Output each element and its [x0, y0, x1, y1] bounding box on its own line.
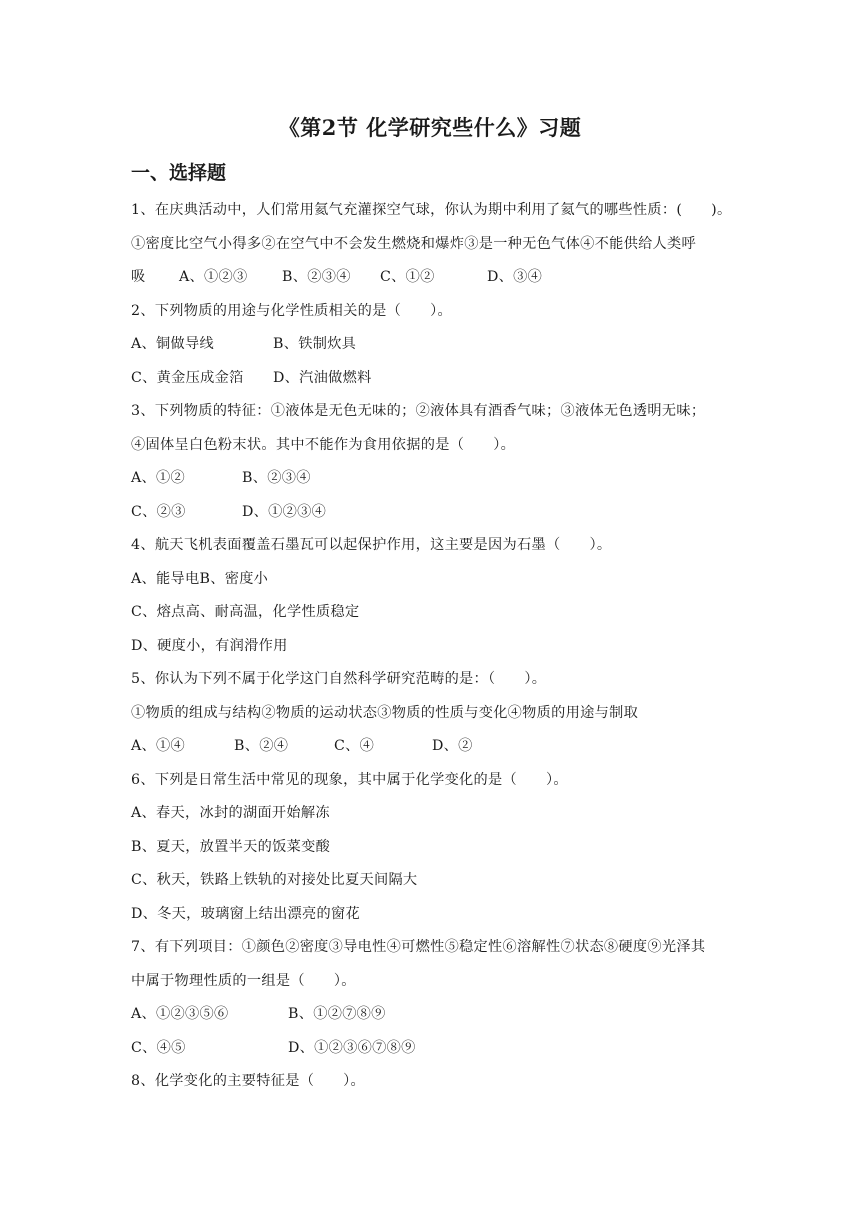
- answer-option: D、②: [432, 738, 473, 754]
- question-line: ①物质的组成与结构②物质的运动状态③物质的性质与变化④物质的用途与制取: [131, 704, 639, 721]
- question-line: 1、在庆典活动中，人们常用氦气充灌探空气球，你认为期中利用了氦气的哪些性质：( )。: [131, 202, 732, 218]
- answer-option: D、汽油做燃料: [273, 369, 372, 386]
- answer-option: B、铁制炊具: [273, 336, 357, 352]
- question-line: 7、有下列项目：①颜色②密度③导电性④可燃性⑤稳定性⑥溶解性⑦状态⑧硬度⑨光泽其: [131, 939, 706, 955]
- section-heading: 一、选择题: [131, 162, 227, 184]
- question-line: 4、航天飞机表面覆盖石墨瓦可以起保护作用，这主要是因为石墨（ ）。: [131, 537, 612, 553]
- question-line: ④固体呈白色粉末状。其中不能作为食用依据的是（ ）。: [131, 436, 516, 453]
- question-line: 2、下列物质的用途与化学性质相关的是（ ）。: [131, 302, 452, 319]
- answer-option: C、①②: [380, 269, 435, 285]
- answer-option: C、④⑤: [131, 1039, 186, 1056]
- question-line: D、硬度小，有润滑作用: [131, 637, 288, 654]
- question-line: A、能导电B、密度小: [131, 570, 269, 587]
- answer-option: B、②③④: [242, 470, 311, 486]
- answer-option: C、黄金压成金箔: [131, 369, 244, 386]
- answer-option: B、②④: [234, 738, 289, 754]
- answer-option: C、②③: [131, 503, 186, 520]
- question-line: 5、你认为下列不属于化学这门自然科学研究范畴的是：（ ）。: [131, 671, 547, 687]
- question-line: D、冬天，玻璃窗上结出漂亮的窗花: [131, 905, 360, 922]
- answer-option: A、铜做导线: [131, 336, 214, 352]
- answer-option: A、①④: [131, 738, 186, 754]
- answer-option: A、①②③: [179, 269, 248, 285]
- answer-option: D、①②③④: [242, 503, 327, 520]
- question-line: C、秋天，铁路上铁轨的对接处比夏天间隔大: [131, 872, 418, 888]
- question-line: C、熔点高、耐高温，化学性质稳定: [131, 604, 360, 620]
- question-line: 中属于物理性质的一组是（ ）。: [131, 972, 356, 989]
- answer-option: A、①②③⑤⑥: [131, 1006, 229, 1022]
- question-line: 8、化学变化的主要特征是（ ）。: [131, 1073, 366, 1089]
- question-line: A、春天，冰封的湖面开始解冻: [131, 805, 330, 821]
- question-line: B、夏天，放置半天的饭菜变酸: [131, 838, 331, 855]
- document-title: 《第2节 化学研究些什么》习题: [278, 115, 582, 140]
- answer-option: D、①②③⑥⑦⑧⑨: [288, 1039, 416, 1056]
- answer-option: B、①②⑦⑧⑨: [288, 1006, 386, 1022]
- question-line: ①密度比空气小得多②在空气中不会发生燃烧和爆炸③是一种无色气体④不能供给人类呼: [131, 235, 697, 252]
- answer-option: D、③④: [487, 269, 543, 285]
- answer-option: A、①②: [131, 470, 186, 486]
- answer-option: 吸: [131, 269, 146, 285]
- answer-option: C、④: [334, 738, 375, 754]
- question-line: 6、下列是日常生活中常见的现象，其中属于化学变化的是（ ）。: [131, 771, 568, 788]
- answer-option: B、②③④: [282, 269, 351, 285]
- question-line: 3、下列物质的特征：①液体是无色无味的；②液体具有酒香气味；③液体无色透明无味；: [131, 403, 706, 419]
